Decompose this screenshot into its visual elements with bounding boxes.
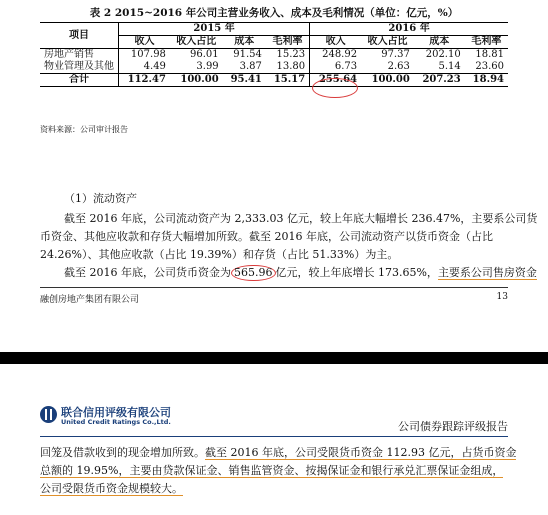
table-cell: 23.60	[475, 61, 504, 72]
table-cell: 248.92	[310, 49, 361, 62]
column-header: 收入	[310, 36, 361, 49]
table-row	[40, 61, 508, 74]
item-header: 项目	[40, 23, 119, 49]
row-label: 物业管理及其他	[44, 61, 114, 72]
paragraph-line	[40, 480, 183, 498]
table-cell: 107.98	[119, 49, 170, 62]
logo-cn-text: 联合信用评级有限公司	[61, 406, 171, 419]
section-heading: （1）流动资产	[64, 192, 137, 205]
table-cell: 207.23	[422, 74, 461, 85]
table-cell: 4.49	[119, 61, 170, 74]
table-cell: 96.01	[190, 49, 219, 60]
paragraph-line	[64, 264, 537, 282]
year-2015-header: 2015 年	[119, 23, 310, 36]
table-cell: 18.81	[475, 49, 504, 60]
page-number: 13	[496, 292, 508, 302]
table-cell: 15.17	[273, 74, 306, 85]
paragraph-line	[40, 462, 503, 480]
column-header: 收入占比	[361, 36, 414, 49]
table-cell: 18.94	[472, 74, 504, 85]
year-2016-header: 2016 年	[310, 23, 508, 36]
table-cell: 3.99	[196, 61, 219, 72]
text-span: 回笼及借款收到的现金增加所致。	[40, 446, 205, 459]
paragraph-line: 币资金、其他应收款和存货大幅增加所致。截至 2016 年底，公司流动资产以货币资金（占比	[40, 230, 493, 243]
footer-rule	[40, 287, 508, 288]
table-cell: 13.80	[276, 61, 306, 72]
table-row	[40, 49, 508, 62]
circled-value: 565.96	[231, 265, 276, 281]
text-span: 亿元，较上年底增长 173.65%，	[275, 266, 438, 279]
table-cell: 3.87	[239, 61, 262, 72]
paragraph-line: 24.26%）、其他应收款（占比 19.39%）和存货（占比 51.33%）为主。	[40, 248, 399, 261]
revenue-table	[40, 22, 508, 87]
column-header: 收入	[119, 36, 170, 49]
table-cell: 97.37	[381, 49, 410, 60]
column-header: 毛利率	[465, 36, 508, 49]
table-cell: 100.00	[180, 74, 219, 85]
table-cell: 15.23	[276, 49, 306, 60]
column-header: 毛利率	[266, 36, 310, 49]
underlined-text: 总额的 19.95%，主要由贷款保证金、销售监管资金、按揭保证金和银行承兑汇票保证金组成，	[40, 464, 504, 477]
logo-en-text: United Credit Ratings Co.,Ltd.	[61, 418, 171, 426]
table-year-header-row	[40, 23, 508, 36]
column-header: 成本	[223, 36, 266, 49]
table-cell: 5.14	[438, 61, 461, 72]
page-divider	[0, 352, 548, 364]
column-header: 成本	[414, 36, 465, 49]
column-header: 收入占比	[170, 36, 223, 49]
table-cell: 202.10	[425, 49, 461, 60]
underlined-text: 主要系公司售房资金	[437, 266, 537, 279]
paragraph-line: 截至 2016 年底，公司流动资产为 2,333.03 亿元，较上年底大幅增长 236.47%，主要系公司货	[64, 212, 538, 225]
table-cell: 112.47	[119, 74, 170, 87]
header-rule	[40, 436, 508, 437]
table-cell: 6.73	[310, 61, 361, 74]
table-cell: 95.41	[230, 74, 262, 85]
report-title: 公司债券跟踪评级报告	[398, 420, 508, 433]
paragraph-line	[40, 444, 516, 462]
table-caption: 表 2 2015~2016 年公司主营业务收入、成本及毛利情况（单位：亿元，%）	[89, 7, 459, 19]
row-label: 房地产销售	[44, 49, 94, 60]
table-cell: 91.54	[233, 49, 262, 60]
text-span: 截至 2016 年底，公司货币资金为	[64, 266, 231, 279]
underlined-text: 截至 2016 年底，公司受限货币资金 112.93 亿元，占货币资金	[205, 446, 517, 459]
table-source: 资料来源：公司审计报告	[40, 125, 128, 134]
company-logo-icon	[40, 406, 57, 423]
table-cell: 100.00	[371, 74, 410, 85]
table-total-row	[40, 74, 508, 87]
table-cell: 255.64	[310, 74, 361, 87]
row-label: 合计	[69, 74, 89, 85]
footer-company: 融创房地产集团有限公司	[40, 295, 140, 305]
table-cell: 2.63	[387, 61, 410, 72]
underlined-text: 公司受限货币资金规模较大。	[40, 482, 183, 495]
